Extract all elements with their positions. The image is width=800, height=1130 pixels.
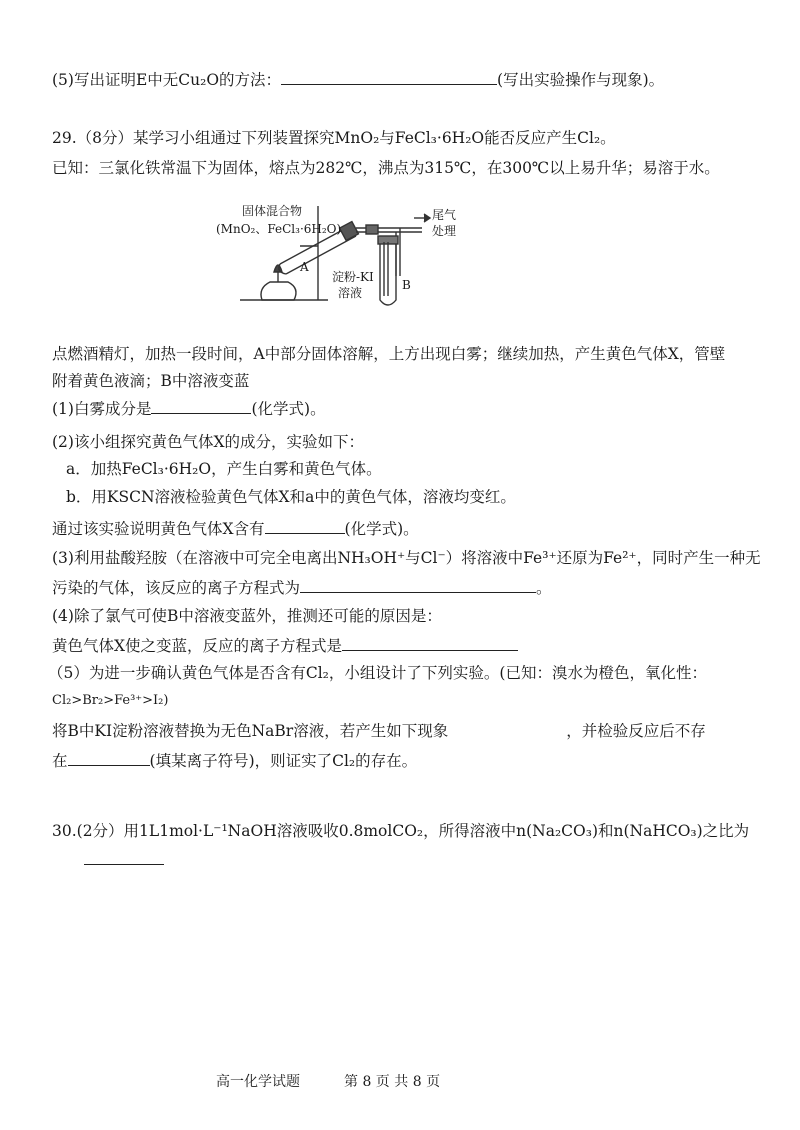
q29-part-5-line-2: Cl₂>Br₂>Fe³⁺>I₂) [52,693,169,708]
apparatus-figure [200,196,500,314]
q29-part-5-line-1: （5）为进一步确认黄色气体是否含有Cl₂，小组设计了下列实验。(已知：溴水为橙色，氧化性： [48,664,707,682]
q29-part-5-line-4 [52,749,417,772]
q29-part-5-end: (填某离子符号)，则证实了Cl₂的存在。 [149,752,418,770]
figure-ki-2: 溶液 [338,286,363,300]
q29-part-5-line-3 [52,720,706,742]
q29-part-2-b: b．用KSCN溶液检验黄色气体X和a中的黄色气体，溶液均变红。 [66,488,516,506]
q29-part-2-c-text: 通过该实验说明黄色气体X含有 [52,520,265,538]
q29-part-2-c-tail: (化学式)。 [344,520,419,538]
answer-blank[interactable] [300,576,536,593]
q29-observation-1: 点燃酒精灯，加热一段时间，A中部分固体溶解，上方出现白雾；继续加热，产生黄色气体X，管壁 [52,345,726,363]
q29-part-4-text: 黄色气体X使之变蓝，反应的离子方程式是 [52,637,343,655]
q29-part-1-text: (1)白雾成分是 [52,400,152,418]
q-prev-5-tail: (写出实验操作与现象)。 [497,71,665,89]
figure-ki-1: 淀粉-KI [332,270,374,284]
q29-part-3-text: 污染的气体，该反应的离子方程式为 [52,579,301,597]
figure-mix-label-1: 固体混合物 [242,204,303,218]
footer-left: 高一化学试题 [216,1074,300,1090]
q29-part-1-tail: (化学式)。 [251,400,326,418]
q29-part-4-line-2 [52,634,518,657]
figure-label-b: B [402,278,411,292]
answer-blank[interactable] [84,848,164,865]
figure-tail-gas-1: 尾气 [432,208,457,222]
q29-part-2-c [52,517,419,540]
q29-known: 已知：三氯化铁常温下为固体，熔点为282℃，沸点为315℃，在300℃以上易升华；易溶于水。 [52,159,720,177]
answer-blank[interactable] [68,749,150,766]
q29-part-5-lead: 在 [52,752,68,770]
figure-tail-gas-2: 处理 [432,224,457,238]
answer-blank[interactable] [151,397,251,414]
answer-blank[interactable] [342,634,518,651]
figure-label-a: A [300,260,309,274]
q29-heading: 29.（8分）某学习小组通过下列装置探究MnO₂与FeCl₃·6H₂O能否反应产生Cl₂。 [52,129,616,147]
q29-part-1 [52,397,326,420]
q29-part-2: (2)该小组探究黄色气体X的成分，实验如下： [52,433,364,451]
q29-part-4-line-1: (4)除了氯气可使B中溶液变蓝外，推测还可能的原因是： [52,607,442,625]
footer-page-number: 第 8 页 共 8 页 [344,1074,441,1090]
q29-part-3-line-1: (3)利用盐酸羟胺（在溶液中可完全电离出NH₃OH⁺与Cl⁻）将溶液中Fe³⁺还原为Fe²⁺，同时产生一种无 [52,549,761,567]
q29-part-3-line-2 [52,576,552,599]
q30-text: 30.(2分）用1L1mol·L⁻¹NaOH溶液吸收0.8molCO₂，所得溶液中n(Na₂CO₃)和n(NaHCO₃)之比为 [52,822,750,840]
q-prev-5 [52,68,664,91]
answer-blank[interactable] [265,517,345,534]
q29-part-3-tail: 。 [536,579,552,597]
q29-part-2-a: a．加热FeCl₃·6H₂O，产生白雾和黄色气体。 [66,460,382,478]
answer-blank[interactable] [281,68,497,85]
q29-part-5-text: 将B中KI淀粉溶液替换为无色NaBr溶液，若产生如下现象 [52,722,449,740]
q29-part-5-tail: ，并检验反应后不存 [566,722,706,740]
q-prev-5-text: (5)写出证明E中无Cu₂O的方法： [52,71,282,89]
q30-blank-line [84,848,164,871]
figure-mix-label-2: (MnO₂、FeCl₃·6H₂O) [216,222,342,236]
q29-observation-2: 附着黄色液滴；B中溶液变蓝 [52,372,250,390]
